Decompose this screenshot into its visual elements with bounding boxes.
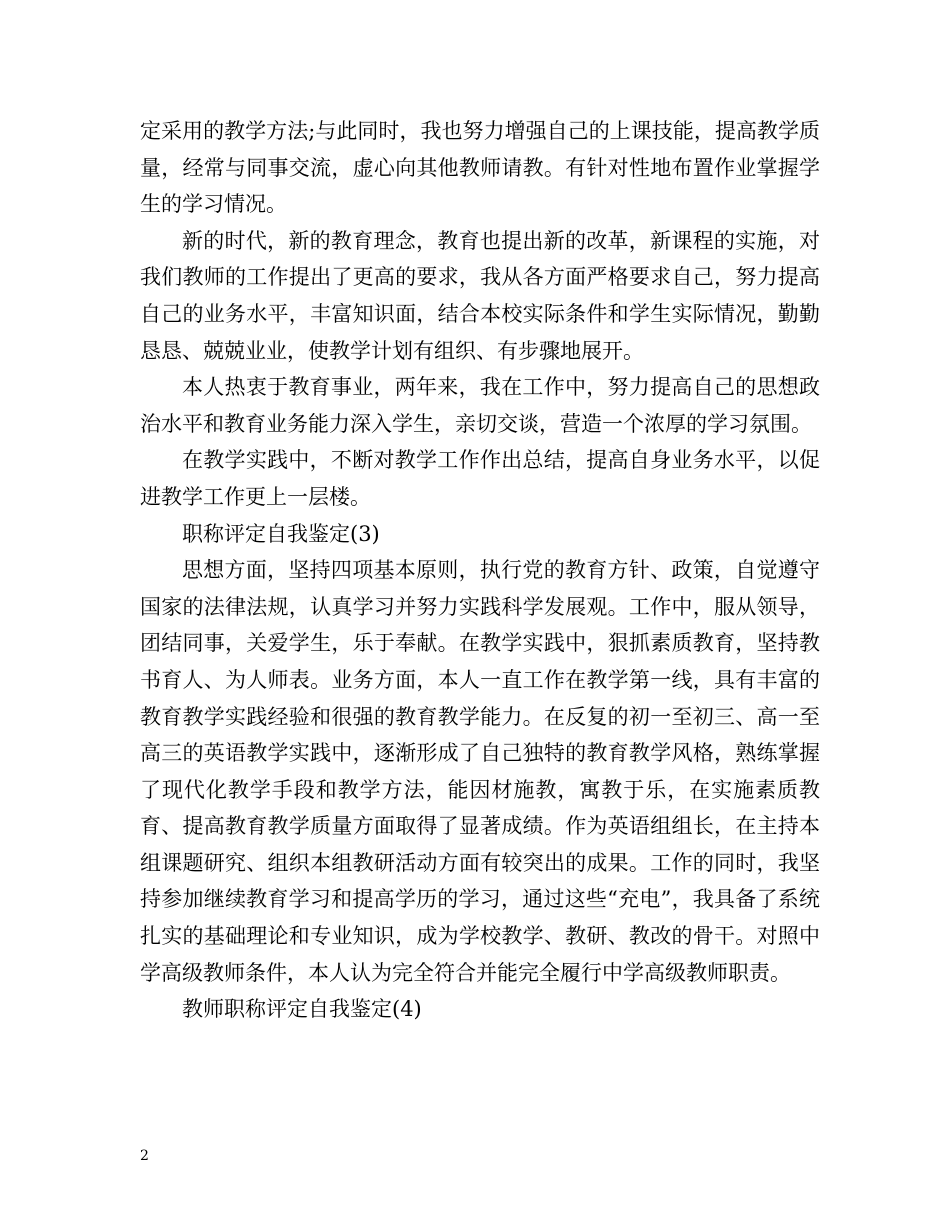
section-heading-4: 教师职称评定自我鉴定(4)	[182, 997, 422, 1022]
section-heading-3: 职称评定自我鉴定(3)	[182, 521, 380, 546]
paragraph-new-era: 新的时代，新的教育理念，教育也提出新的改革，新课程的实施，对我们教师的工作提出了更高的要求，我从各方面严格要求自己，努力提高自己的业务水平，丰富知识面，结合本校实际条件和学生实际情况，勤勤恳恳、兢兢业业，使教学计划有组织、有步骤地展开。	[140, 228, 820, 363]
document-body	[140, 113, 820, 1028]
page-number: 2	[140, 1148, 149, 1164]
paragraph-summary: 在教学实践中，不断对教学工作作出总结，提高自身业务水平，以促进教学工作更上一层楼。	[140, 448, 820, 509]
paragraph-dedication: 本人热衷于教育事业，两年来，我在工作中，努力提高自己的思想政治水平和教育业务能力深入学生，亲切交谈，营造一个浓厚的学习氛围。	[140, 375, 820, 436]
paragraph-continuation: 定采用的教学方法;与此同时，我也努力增强自己的上课技能，提高教学质量，经常与同事交流，虚心向其他教师请教。有针对性地布置作业掌握学生的学习情况。	[140, 119, 820, 217]
paragraph-ideology: 思想方面，坚持四项基本原则，执行党的教育方针、政策，自觉遵守国家的法律法规，认真学习并努力实践科学发展观。工作中，服从领导，团结同事，关爱学生，乐于奉献。在教学实践中，狠抓素质教育，坚持教书育人、为人师表。业务方面，本人一直工作在教学第一线，具有丰富的教育教学实践经验和很强的教育教学能力。在反复的初一至初三、高一至高三的英语教学实践中，逐渐形成了自己独特的教育教学风格，熟练掌握了现代化教学手段和教学方法，能因材施教，寓教于乐，在实施素质教育、提高教育教学质量方面取得了显著成绩。作为英语组组长，在主持本组课题研究、组织本组教研活动方面有较突出的成果。工作的同时，我坚持参加继续教育学习和提高学历的学习，通过这些“充电”，我具备了系统扎实的基础理论和专业知识，成为学校教学、教研、教改的骨干。对照中学高级教师条件，本人认为完全符合并能完全履行中学高级教师职责。	[140, 558, 820, 985]
